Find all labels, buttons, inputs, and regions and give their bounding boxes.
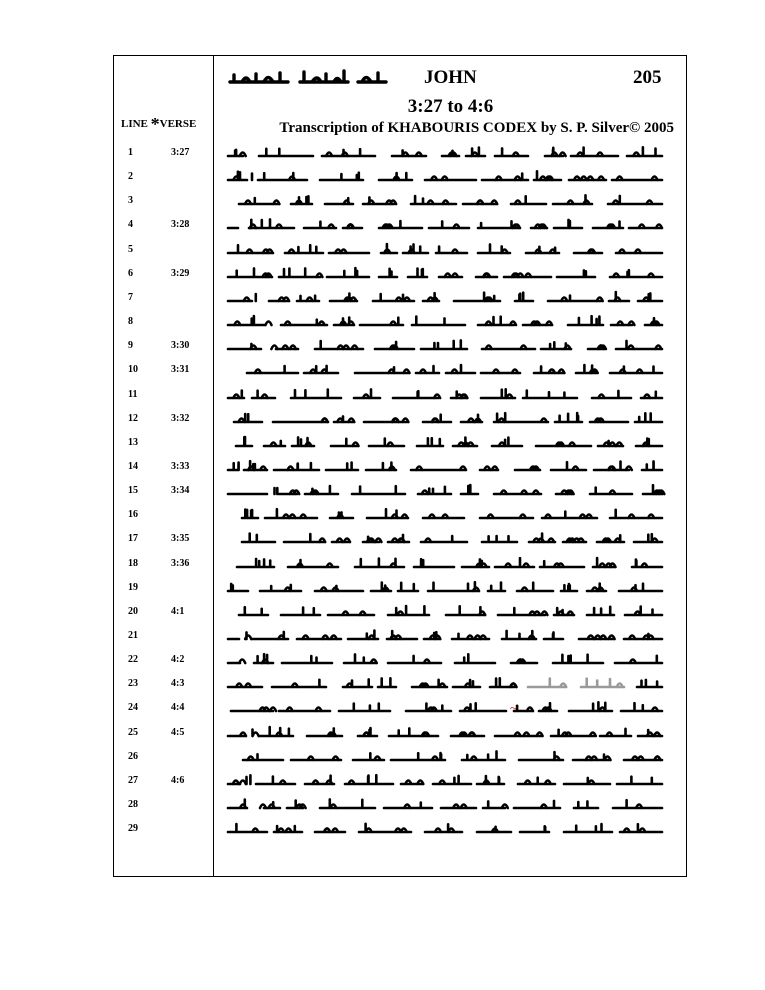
syriac-script-line bbox=[224, 481, 666, 499]
verse-star: * bbox=[150, 114, 160, 134]
line-number: 26 bbox=[128, 751, 138, 762]
verse-number: 3:32 bbox=[171, 413, 190, 424]
syriac-script-line bbox=[224, 529, 666, 547]
syriac-script-line bbox=[224, 191, 666, 209]
syriac-script-line bbox=[224, 409, 666, 427]
verse-number: 3:34 bbox=[171, 485, 190, 496]
book-title: JOHN bbox=[424, 67, 477, 88]
line-number: 9 bbox=[128, 340, 133, 351]
column-header bbox=[121, 114, 196, 135]
syriac-script-line bbox=[224, 457, 666, 475]
verse-number: 3:36 bbox=[171, 558, 190, 569]
verse-number: 3:31 bbox=[171, 364, 190, 375]
syriac-script-line bbox=[224, 336, 666, 354]
line-number: 2 bbox=[128, 171, 133, 182]
line-number: 1 bbox=[128, 147, 133, 158]
syriac-script-line bbox=[224, 747, 666, 765]
line-number: 25 bbox=[128, 727, 138, 738]
line-number: 14 bbox=[128, 461, 138, 472]
line-number: 21 bbox=[128, 630, 138, 641]
verse-number: 3:29 bbox=[171, 268, 190, 279]
syriac-script-line bbox=[224, 240, 666, 258]
syriac-script-line bbox=[224, 554, 666, 572]
verse-number: 3:27 bbox=[171, 147, 190, 158]
syriac-script-line bbox=[224, 626, 666, 644]
line-column-label: LINE bbox=[121, 118, 148, 130]
syriac-script-line bbox=[224, 360, 666, 378]
verse-number: 3:35 bbox=[171, 533, 190, 544]
line-number: 24 bbox=[128, 702, 138, 713]
syriac-script-line bbox=[224, 578, 666, 596]
syriac-script-line bbox=[224, 723, 666, 741]
line-number: 10 bbox=[128, 364, 138, 375]
verse-number: 3:33 bbox=[171, 461, 190, 472]
line-number: 29 bbox=[128, 823, 138, 834]
syriac-script-line bbox=[224, 771, 666, 789]
line-number: 16 bbox=[128, 509, 138, 520]
line-number: 5 bbox=[128, 244, 133, 255]
syriac-script-line bbox=[224, 795, 666, 813]
line-number: 15 bbox=[128, 485, 138, 496]
verse-number: 4:4 bbox=[171, 702, 185, 713]
syriac-script-line bbox=[224, 819, 666, 837]
line-number: 28 bbox=[128, 799, 138, 810]
verse-number: 3:30 bbox=[171, 340, 190, 351]
syriac-script-line bbox=[224, 433, 666, 451]
verse-number: 4:5 bbox=[171, 727, 185, 738]
line-number: 23 bbox=[128, 678, 138, 689]
syriac-script-line bbox=[224, 288, 666, 306]
verse-column-label: VERSE bbox=[159, 118, 197, 130]
line-number: 12 bbox=[128, 413, 138, 424]
page-number: 205 bbox=[633, 67, 662, 88]
syriac-script-line bbox=[224, 385, 666, 403]
syriac-script-line bbox=[224, 167, 666, 185]
syriac-script-line bbox=[224, 312, 666, 330]
line-number: 22 bbox=[128, 654, 138, 665]
line-number: 7 bbox=[128, 292, 133, 303]
syriac-script-line bbox=[224, 674, 666, 692]
verse-number: 4:6 bbox=[171, 775, 185, 786]
line-number: 18 bbox=[128, 558, 138, 569]
syriac-script-line bbox=[224, 650, 666, 668]
line-number: 4 bbox=[128, 219, 133, 230]
verse-number: 3:28 bbox=[171, 219, 190, 230]
transcription-note: Transcription of KHABOURIS CODEX by S. P. Silver© 2005 bbox=[279, 120, 674, 136]
syriac-script-line bbox=[224, 698, 666, 716]
line-number: 3 bbox=[128, 195, 133, 206]
line-number: 17 bbox=[128, 533, 138, 544]
verse-number: 4:3 bbox=[171, 678, 185, 689]
line-number: 20 bbox=[128, 606, 138, 617]
verse-number: 4:1 bbox=[171, 606, 185, 617]
line-number: 13 bbox=[128, 437, 138, 448]
syriac-script-line bbox=[224, 215, 666, 233]
verse-range: 3:27 to 4:6 bbox=[407, 96, 494, 117]
syriac-title-script bbox=[228, 66, 388, 88]
verse-number: 4:2 bbox=[171, 654, 185, 665]
line-number: 19 bbox=[128, 582, 138, 593]
line-number: 27 bbox=[128, 775, 138, 786]
line-number: 8 bbox=[128, 316, 133, 327]
line-number: 11 bbox=[128, 389, 138, 400]
syriac-script-line bbox=[224, 602, 666, 620]
svg-text:~: ~ bbox=[510, 700, 518, 715]
syriac-script-line bbox=[224, 143, 666, 161]
syriac-script-line bbox=[224, 505, 666, 523]
line-number: 6 bbox=[128, 268, 133, 279]
syriac-script-line bbox=[224, 264, 666, 282]
column-divider bbox=[213, 55, 214, 877]
